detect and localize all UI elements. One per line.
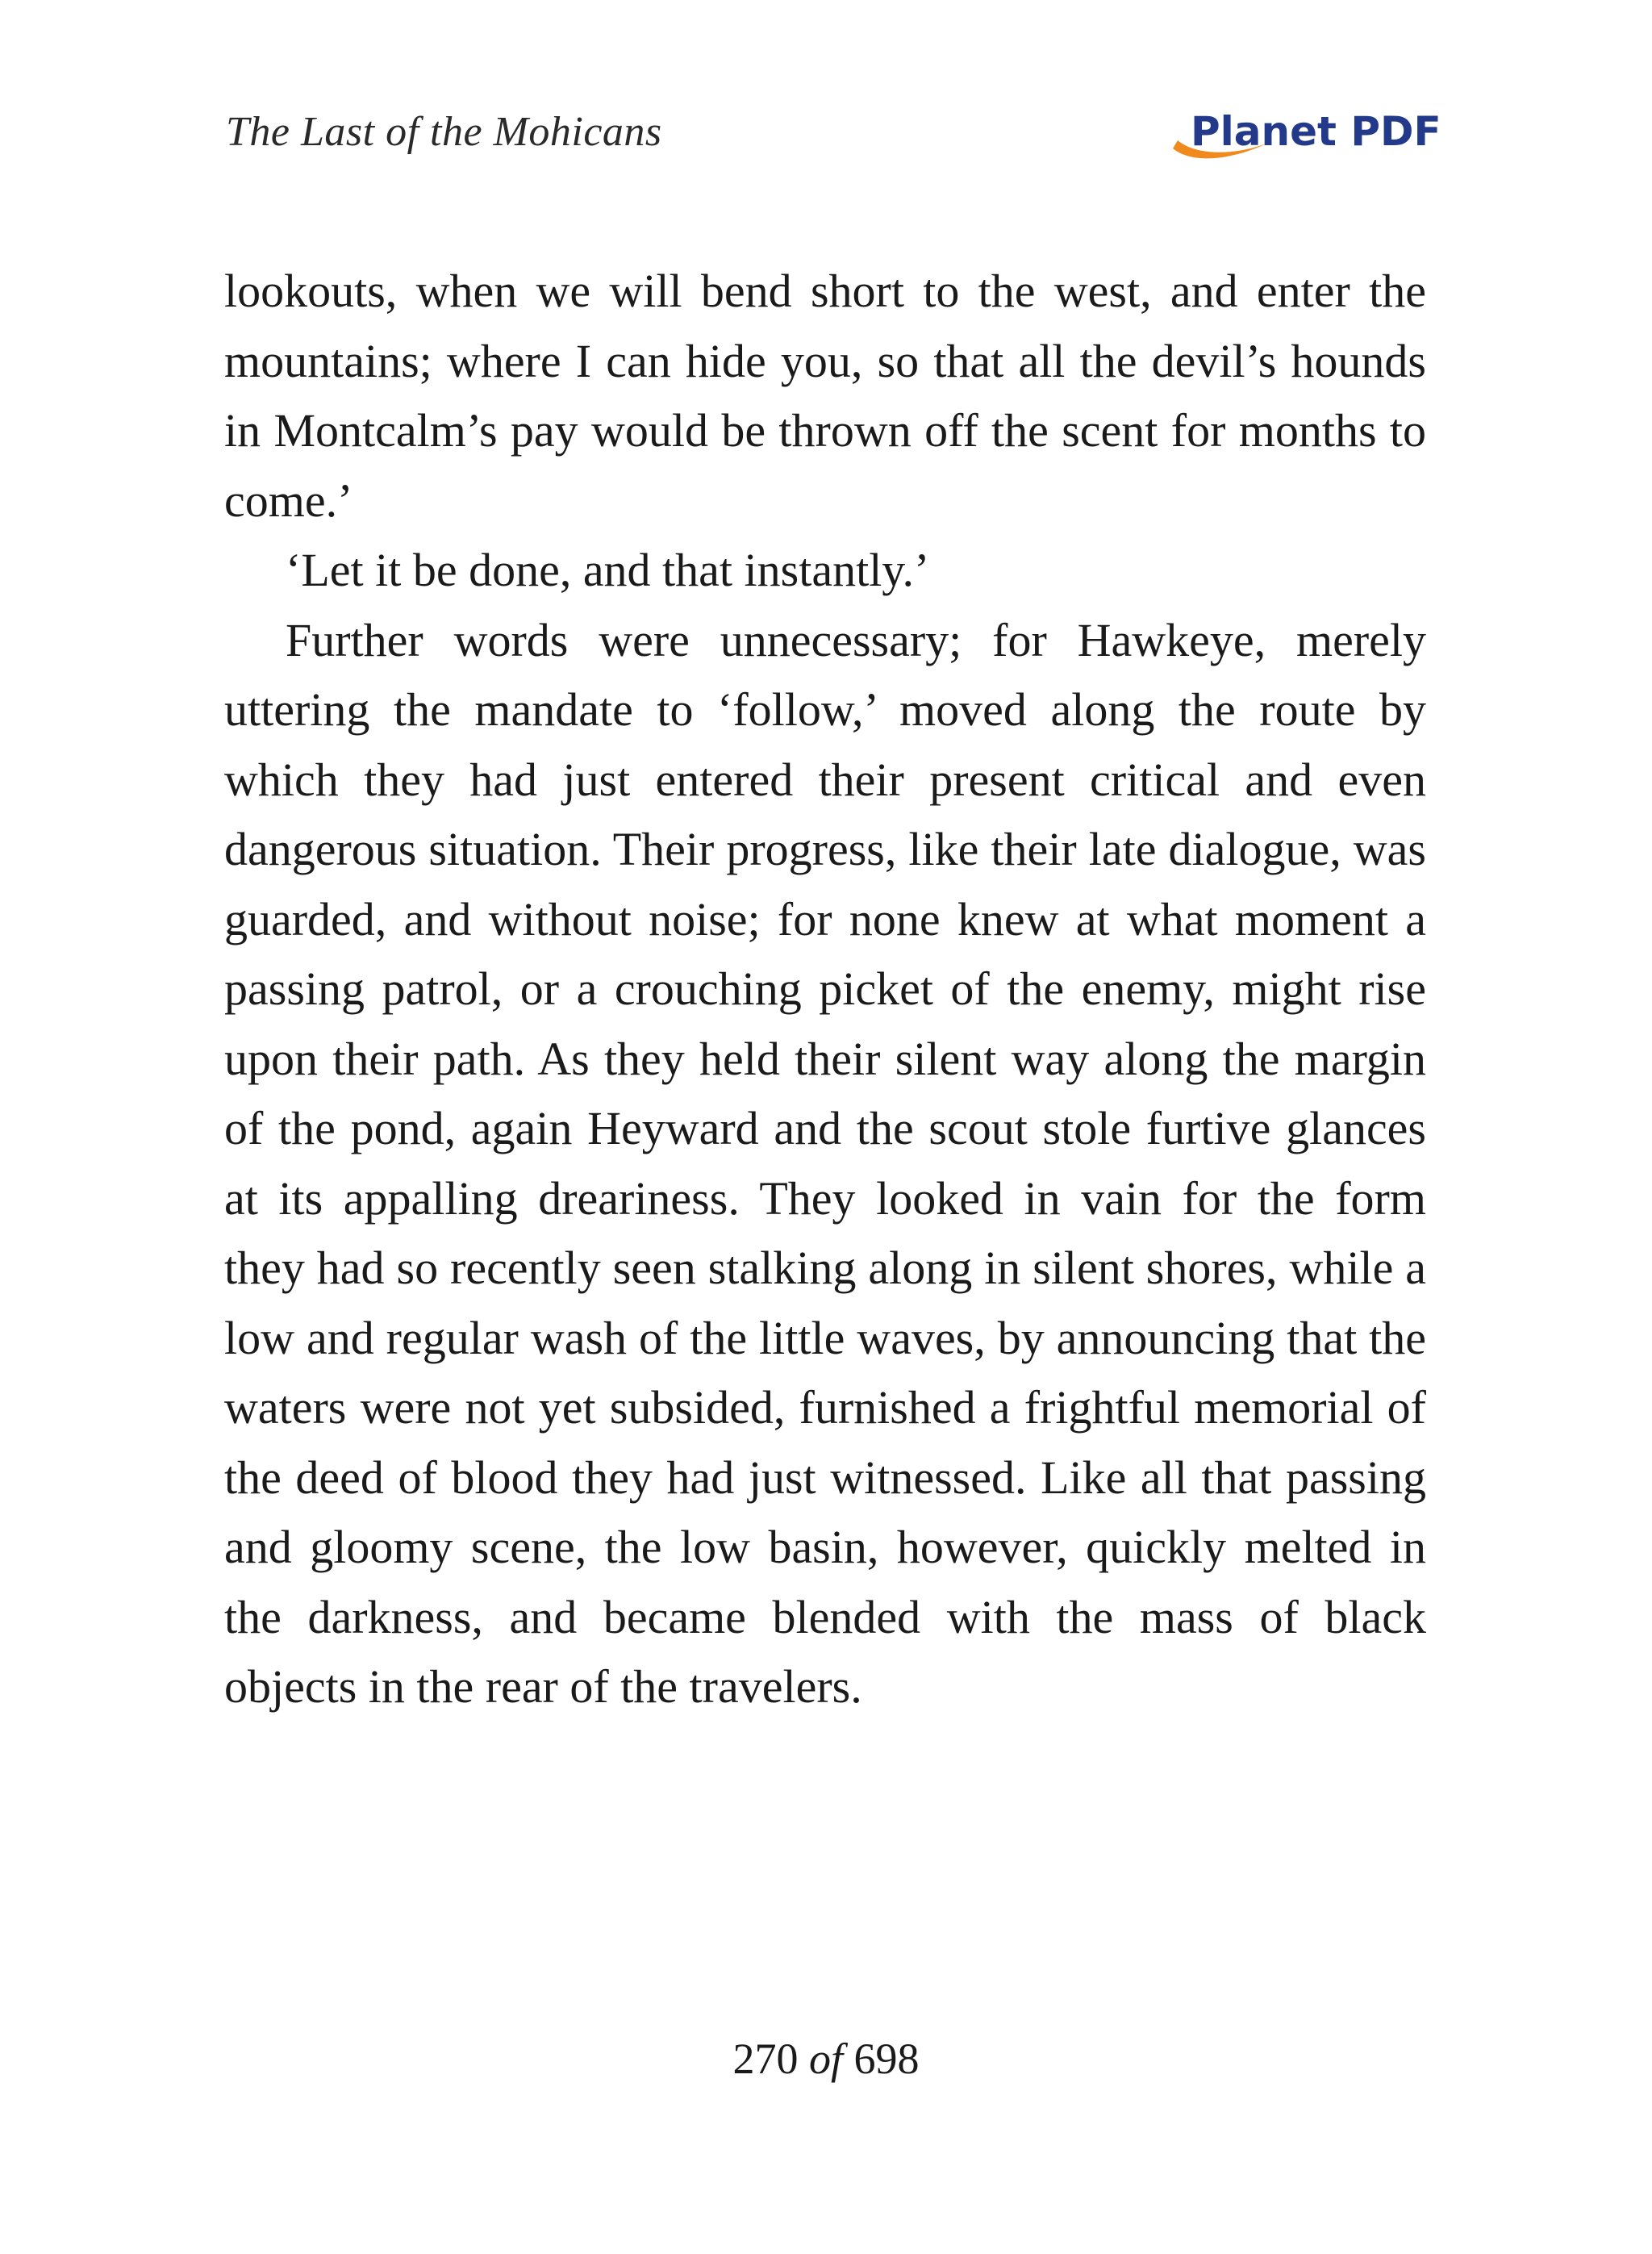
running-title: The Last of the Mohicans xyxy=(226,109,662,155)
planet-pdf-logo[interactable] xyxy=(1168,103,1441,168)
current-page: 270 xyxy=(732,2035,799,2083)
paragraph: Further words were unnecessary; for Hawkeye, merely uttering the mandate to ‘follow,’ moved along the route by which they had just entered their present critical and even dangerous situation. Their progress, like their late dialogue, was guarded, and without noise; for none knew at what moment a passing patrol, or a crouching picket of the enemy, might rise upon their path. As they held their silent way along the margin of the pond, again Heyward and the scout stole furtive glances at its appalling dreariness. They looked in vain for the form they had so recently seen stalking along in silent shores, while a low and regular wash of the little waves, by announcing that the waters were not yet subsided, furnished a frightful memorial of the deed of blood they had just witnessed. Like all that passing and gloomy scene, the low basin, however, quickly melted in the darkness, and became blended with the mass of black objects in the rear of the travelers. xyxy=(224,613,1426,1713)
page-number xyxy=(0,2033,1652,2085)
paragraph: ‘Let it be done, and that instantly.’ xyxy=(286,544,930,596)
page-body xyxy=(224,257,1426,1722)
total-pages: 698 xyxy=(853,2035,920,2083)
page-of-label: of xyxy=(808,2035,843,2083)
paragraph: lookouts, when we will bend short to the west, and enter the mountains; where I can hide you, so that all the devil’s hounds in Montcalm’s pay would be thrown off the scent for months to come.’ xyxy=(224,265,1426,527)
logo-text: Planet PDF xyxy=(1191,108,1441,155)
